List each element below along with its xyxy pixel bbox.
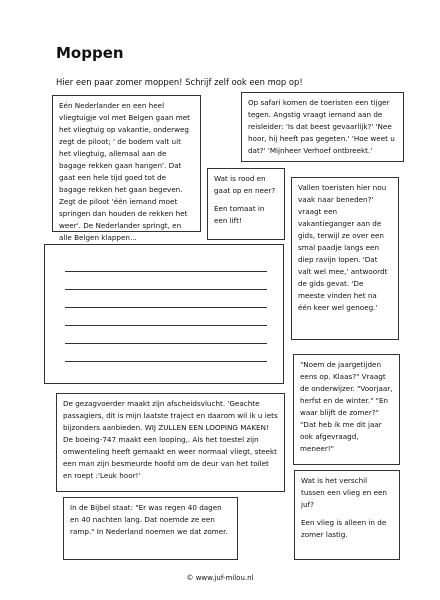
joke-vlieg-answer: Een vlieg is alleen in de zomer lastig. [301,518,387,539]
copyright-footer: © www.juf-milou.nl [186,574,254,582]
joke-safari-text: Op safari komen de toeristen een tijger tegen. Angstig vraagt iemand aan de reisleider: 'Is dat beest gevaarlijk?' 'Nee hoor, hij heeft pas gegeten.' 'Hoe weet u dat?' 'Mijnheer Verhoef ontbreekt.' [248,98,395,155]
write-line [65,325,267,326]
joke-jaargetijden [293,354,400,465]
intro-text: Hier een paar zomer moppen! Schrijf zelf ook een mop op! [56,77,303,87]
write-line [65,361,267,362]
joke-tomaat-question: Wat is rood en gaat op en neer? [214,174,276,195]
joke-tomaat-answer: Een tomaat in een lift! [214,204,265,225]
joke-jaargetijden-text: "Noem de jaargetijden eens op. Klaas?" Vraagt de onderwijzer. "Voorjaar, herfst en de winter." "En waar blijft de zomer?" "Dat heb ik me dit jaar ook afgevraagd, meneer!" [300,360,393,453]
write-line [65,307,267,308]
write-line [65,289,267,290]
joke-belgen-text: Eén Nederlander en een heel vliegtuigje vol met Belgen gaan met het vliegtuig op vakantie, onderweg zegt de piloot; ' de bodem valt uit het vliegtuig, allemaal aan de bagage rekken gaan hangen'. Dat gaat een hele tijd goed tot de bagage rekken het gaan begeven. Zegt de piloot 'één iemand moet springen dan houden de rekken het weer'. De Nederlander springt, en alle Belgen klappen... [59,101,190,242]
write-your-joke-area[interactable] [44,244,284,384]
page-title: Moppen [56,44,124,62]
joke-looping [56,393,285,492]
joke-bijbel-text: In de Bijbel staat: "Er was regen 40 dagen en 40 nachten lang. Dat noemde ze een ramp." In Nederland noemen we dat zomer. [70,503,228,536]
write-line [65,271,267,272]
write-line [65,343,267,344]
joke-bijbel [63,497,238,560]
joke-looping-text: De gezagvoerder maakt zijn afscheidsvlucht. 'Geachte passagiers, dit is mijn laatste traject en daarom wil ik u iets bijzonders aanbieden. WIJ ZULLEN EEN LOOPING MAKEN! De boeing-747 maakt een looping,. Als het toestel zijn omwenteling heeft gemaakt en weer normaal vliegt, steekt een man zijn besmeurde hoofd om de deur van het toilet en roept :'Leuk hoor!' [63,399,278,480]
joke-vlieg-question: Wat is het verschil tussen een vlieg en een juf? [301,476,387,509]
joke-ravijn [291,177,399,340]
joke-vlieg [294,470,400,560]
joke-belgen [52,95,201,242]
joke-ravijn-text: Vallen toeristen hier nou vaak naar beneden?' vraagt een vakantieganger aan de gids, terwijl ze over een smal paadje langs een diep ravijn lopen. 'Dat valt wel mee,' antwoordt de gids gevat. 'De meeste vinden het na één keer wel genoeg.' [298,183,388,312]
joke-tomaat [207,168,285,240]
joke-safari [241,92,404,162]
